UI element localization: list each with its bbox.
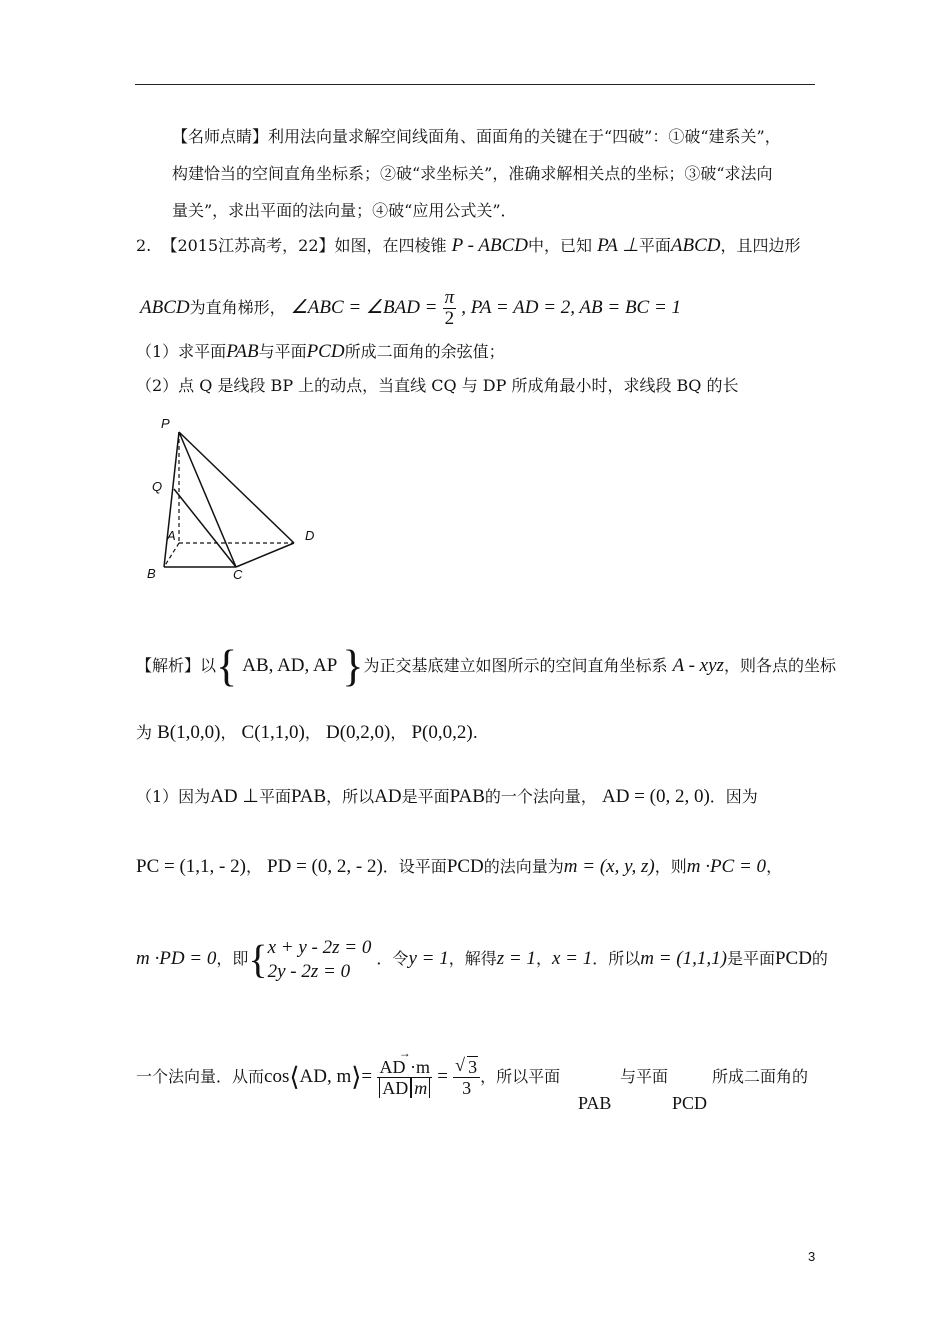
point-p: P(0,0,2) bbox=[411, 722, 473, 743]
math-plane-pab: PAB bbox=[226, 341, 259, 362]
solution-line-2 bbox=[136, 718, 478, 748]
math-plane-pcd: PCD bbox=[672, 1093, 708, 1113]
sqrt-symbol bbox=[455, 1057, 478, 1077]
sqrt-numerator bbox=[453, 1057, 480, 1078]
question-text: （1）求平面 bbox=[136, 342, 227, 361]
right-angle: ⟩ bbox=[351, 1062, 362, 1092]
solution-line-4 bbox=[136, 852, 782, 882]
edge-pb bbox=[164, 432, 179, 567]
math-y: y = 1 bbox=[408, 948, 449, 969]
equation-2: 2y - 2z = 0 bbox=[267, 960, 351, 982]
equals: = bbox=[361, 1066, 373, 1087]
solution-text: ，解得 bbox=[448, 949, 497, 968]
cos-fraction bbox=[377, 1057, 432, 1098]
question-2: （2）点 Q 是线段 BP 上的动点，当直线 CQ 与 DP 所成角最小时，求线段 BQ 的长 bbox=[136, 376, 739, 395]
math-plane-pcd: PCD bbox=[306, 341, 345, 362]
problem-statement-line-2 bbox=[140, 288, 681, 329]
problem-text: ，且四边形 bbox=[720, 236, 801, 255]
problem-number: 2. bbox=[136, 236, 152, 255]
label-d: D bbox=[305, 528, 315, 543]
equation-m-dot-pc: m ·PC = 0 bbox=[686, 856, 767, 877]
solution-text: 的 bbox=[811, 949, 828, 968]
solution-text: ．令 bbox=[376, 949, 409, 968]
point-b: B(1,0,0) bbox=[157, 722, 221, 743]
vector-pc: PC = (1,1, - 2) bbox=[136, 856, 246, 877]
fraction-pi-over-2 bbox=[443, 288, 457, 329]
system-brace: { bbox=[248, 936, 268, 982]
fraction-denominator: 2 bbox=[444, 308, 455, 329]
equation-system bbox=[268, 936, 372, 984]
separator: ， bbox=[390, 723, 407, 742]
page-number: 3 bbox=[808, 1249, 816, 1264]
math-ad-perp: AD ⊥ bbox=[210, 786, 259, 807]
problem-statement-line-1 bbox=[136, 235, 800, 257]
point-d: D(0,2,0) bbox=[325, 722, 391, 743]
solution-text: ．设平面 bbox=[382, 857, 447, 876]
left-angle: ⟨ bbox=[289, 1062, 300, 1092]
math-plane-pab: PAB bbox=[449, 786, 485, 807]
problem-text: 平面 bbox=[638, 236, 671, 255]
normal-vector-m: m = (x, y, z) bbox=[563, 856, 655, 877]
solution-text: ， bbox=[766, 857, 783, 876]
cos-denominator bbox=[377, 1078, 432, 1098]
separator: ， bbox=[304, 723, 321, 742]
question-text: 与平面 bbox=[258, 342, 307, 361]
vector-ad: AD = (0, 2, 0) bbox=[601, 786, 710, 807]
math-pyramid: P - ABCD bbox=[451, 235, 528, 256]
segment-qc bbox=[174, 489, 236, 567]
solution-text: ，则 bbox=[654, 857, 687, 876]
solution-text: 的一个法向量， bbox=[484, 787, 597, 806]
solution-text: ，所以平面 bbox=[480, 1067, 561, 1086]
solution-line-3 bbox=[136, 782, 758, 812]
fraction-numerator: π bbox=[444, 287, 455, 308]
solution-text: 为 bbox=[136, 723, 153, 742]
tip-line-2: 构建恰当的空间直角坐标系；②破“求坐标关”，准确求解相关点的坐标；③破“求法向 bbox=[172, 164, 773, 183]
solution-text: ，所以 bbox=[326, 787, 375, 806]
cos-numerator: → AD ·m bbox=[377, 1057, 432, 1078]
edge-pc bbox=[179, 432, 236, 567]
right-brace: } bbox=[342, 641, 364, 691]
problem-source: 【2015江苏高考，22】 bbox=[161, 236, 335, 255]
denominator: 3 bbox=[462, 1078, 472, 1098]
separator: ， bbox=[535, 949, 552, 968]
math-cos: cos bbox=[264, 1066, 290, 1087]
math-plane-pcd: PCD bbox=[446, 856, 484, 877]
math-z: z = 1 bbox=[496, 948, 536, 969]
edge-pd bbox=[179, 432, 294, 543]
label-c: C bbox=[233, 567, 243, 582]
math-coord-system: A - xyz bbox=[672, 655, 724, 676]
problem-text: 如图，在四棱锥 bbox=[334, 236, 447, 255]
tip-line-3: 量关”，求出平面的法向量；④破“应用公式关”． bbox=[172, 201, 517, 220]
solution-line-5 bbox=[136, 932, 828, 986]
vector-pd: PD = (0, 2, - 2) bbox=[267, 856, 383, 877]
math-basis: AB, AD, AP bbox=[242, 655, 338, 676]
math-base: ABCD bbox=[670, 235, 721, 256]
solution-text: 的法向量为 bbox=[483, 857, 564, 876]
solution-text: 【解析】以 bbox=[136, 656, 217, 675]
normal-vector-value: m = (1,1,1) bbox=[640, 948, 727, 969]
label-b: B bbox=[147, 566, 156, 581]
solution-text: （1）因为 bbox=[136, 787, 211, 806]
solution-text: 为正交基底建立如图所示的空间直角坐标系 bbox=[363, 656, 668, 675]
equation-m-dot-pd: m ·PD = 0 bbox=[136, 948, 217, 969]
sqrt3-over-3 bbox=[453, 1057, 480, 1098]
math-plane-pab: PAB bbox=[290, 786, 327, 807]
solution-text: ．所以 bbox=[592, 949, 641, 968]
solution-text: ，即 bbox=[216, 949, 249, 968]
solution-text: ，则各点的坐标 bbox=[723, 656, 836, 675]
solution-text: 所成二面角的 bbox=[712, 1067, 809, 1086]
norm-ad: AD bbox=[379, 1078, 411, 1098]
math-perp: PA ⊥ bbox=[597, 235, 639, 256]
label-p: P bbox=[161, 416, 170, 431]
header-rule bbox=[135, 84, 815, 85]
left-brace: { bbox=[216, 641, 238, 691]
label-q: Q bbox=[152, 479, 163, 494]
solution-text: 是平面 bbox=[726, 949, 775, 968]
radicand: 3 bbox=[468, 1057, 478, 1077]
period: . bbox=[472, 723, 478, 742]
solution-line-6 bbox=[136, 1052, 560, 1103]
question-text: 所成二面角的余弦值； bbox=[344, 342, 505, 361]
edge-cd bbox=[236, 543, 294, 567]
equals: = bbox=[437, 1066, 449, 1087]
vector-pair: AD, m bbox=[299, 1066, 352, 1087]
separator: ， bbox=[220, 723, 237, 742]
label-a: A bbox=[167, 528, 176, 543]
question-1 bbox=[136, 341, 505, 363]
math-angle: ∠ABC = ∠BAD = bbox=[290, 297, 438, 318]
solution-text: ．因为 bbox=[709, 787, 758, 806]
math-conditions: , PA = AD = 2, AB = BC = 1 bbox=[461, 297, 682, 318]
pyramid-figure bbox=[140, 412, 340, 587]
tip-line-1: 【名师点睛】利用法向量求解空间线面角、面面角的关键在于“四破”：①破“建系关”， bbox=[172, 127, 781, 146]
problem-text: 中，已知 bbox=[528, 236, 593, 255]
problem-text: 为直角梯形， bbox=[189, 298, 286, 317]
solution-text: 一个法向量．从而 bbox=[136, 1067, 265, 1086]
math-base: ABCD bbox=[140, 297, 190, 318]
math-plane-pcd: PCD bbox=[774, 948, 812, 969]
solution-text: 是平面 bbox=[401, 787, 450, 806]
solution-text: 与平面 bbox=[620, 1067, 669, 1086]
solution-text: 平面 bbox=[258, 787, 291, 806]
math-ad: AD bbox=[374, 786, 402, 807]
math-x: x = 1 bbox=[551, 948, 593, 969]
point-c: C(1,1,0) bbox=[241, 722, 305, 743]
solution-line-1 bbox=[136, 641, 836, 691]
separator: ， bbox=[245, 857, 262, 876]
norm-m: m bbox=[411, 1078, 430, 1098]
math-plane-pab: PAB bbox=[578, 1093, 612, 1113]
equation-1: x + y - 2z = 0 bbox=[267, 936, 372, 958]
